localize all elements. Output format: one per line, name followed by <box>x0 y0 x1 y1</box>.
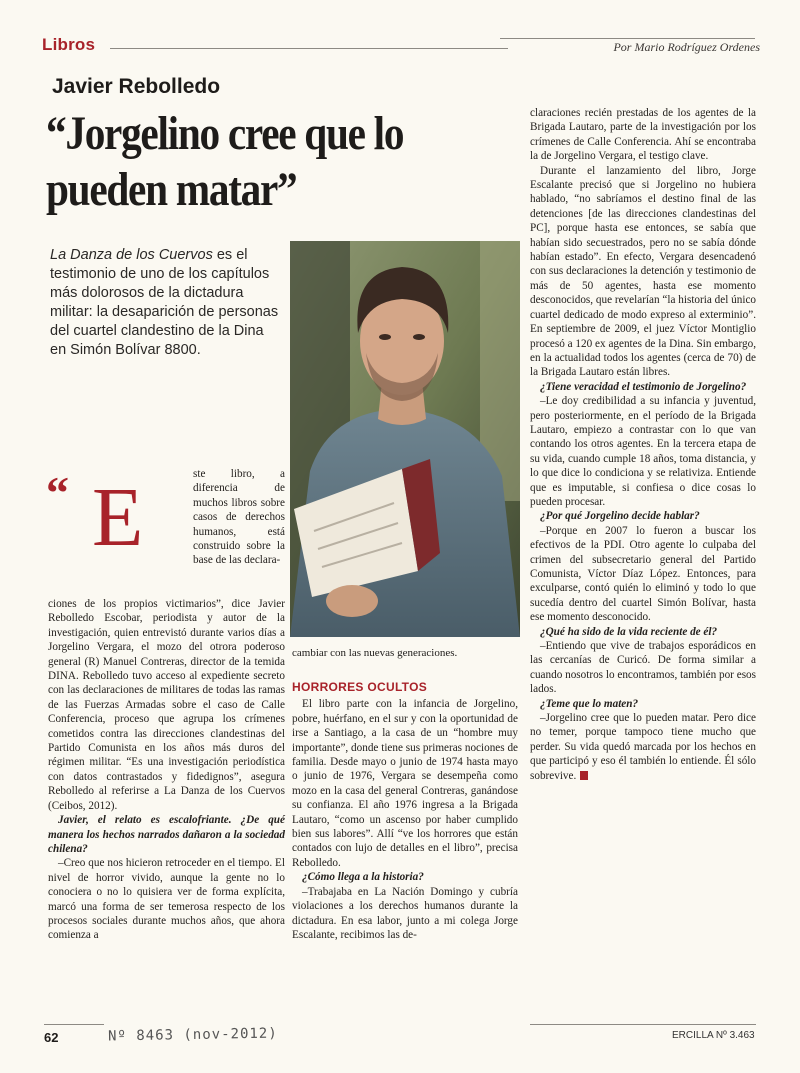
interview-question: ¿Por qué Jorgelino decide hablar? <box>540 510 700 523</box>
author-photo <box>290 241 520 637</box>
body-paragraph: El libro parte con la infancia de Jorgelino, pobre, huérfano, en el sur y con la oportunidad de irse a Santiago, a la casa de un “hombre muy importante”, donde tiene sus primeras nociones de familia. Desde mayo o junio de 1974 hasta mayo o junio de 1976, Vergara se desempeña como mozo en la casa del general Contreras, ganándose su confianza. El año 1976 ingresa a la Brigada Lautaro, “como un ascenso por haber cumplido bien sus labores”. Allí “ve los horrores que están contados con lujo de detalles en el libro”, precisa Rebolledo. <box>292 698 518 869</box>
deck-book-title: La Danza de los Cuervos <box>50 247 213 263</box>
body-paragraph: Durante el lanzamiento del libro, Jorge Escalante precisó que si Jorgelino no hubiera hablado, “no sabríamos el destino final de las detenciones [de las direcciones clandestinas del PC], porque hasta ese entonces, se sabía que habían sido secuestrados, pero no se sabía dónde habían estado”. En efecto, Vergara desencadenó con sus declaraciones la detención y testimonio de más de 50 agentes, hasta ese momento desconocidos, que revelarían “la historia del único cuartel dedicado de modo expreso al exterminio”. En septiembre de 2009, el juez Víctor Montiglio procesó a 120 ex agentes de la Dina. Sin embargo, en la actualidad todos los agentes (cerca de 70) de la Brigada Lautaro están libres. <box>530 164 756 379</box>
drop-quote-mark: “ <box>46 467 69 518</box>
section-subhead: HORRORES OCULTOS <box>292 680 428 694</box>
deck-text: es el testimonio de uno de los capítulos más dolorosos de la dictadura militar: la desaparición de personas del cuartel clandestino de la Dina en Simón Bolívar 8800. <box>50 247 279 358</box>
section-label: Libros <box>42 35 96 54</box>
footer-rule <box>530 1024 756 1025</box>
interview-answer: –Creo que nos hicieron retroceder en el tiempo. El nivel de horror vivido, aunque la gente no lo conociera o no lo quisiera ver de forma explícita, marcó una forma de ser temerosa respecto de los procesos sociales durante muchos años, que ahora comienza a <box>48 857 285 942</box>
lead-paragraph-start <box>193 467 285 568</box>
interview-answer: –Entiendo que vive de trabajos esporádicos en las cercanías de Curicó. De forma similar a cuando nosotros lo encontramos, también por esos lados. <box>530 640 756 696</box>
interview-answer: –Le doy credibilidad a su infancia y juventud, pero posteriormente, en el período de la Brigada Lautaro, empiezo a contrastar con lo que van contando los otros agentes. En la tercera etapa de su vida, cuando cumple 18 años, toma distancia, y lo que dice lo condiciona y se relativiza. Entiende que es imputable, si confiesa o dice cosas lo pueden procesar. <box>530 395 756 508</box>
headline: “Jorgelino cree que lo pueden matar” <box>46 107 404 216</box>
issue-label: ERCILLA Nº 3.463 <box>672 1030 755 1041</box>
footer-rule <box>44 1024 104 1025</box>
lead-continued: ciones de los propios victimarios”, dice Javier Rebolledo Escobar, periodista y autor de la investigación, quien entrevistó durante varios días a Jorgelino Vergara, el mozo del otrora poderoso general (R) Manuel Contreras, director de la temida DINA. Rebolledo tuvo acceso al expediente secreto con las declaraciones de militares de todas las ramas de las Fuerzas Armadas sobre el caso de Calle Conferencia, proceso que agrupa los crímenes cometidos contra las direcciones clandestinas del Partido Comunista en los años más duros del régimen militar. “Es una investigación periodística con datos contrastados y fidedignos”, asegura Rebolledo al referirse a La Danza de los Cuervos (Ceibos, 2012). <box>48 598 285 812</box>
article-deck <box>50 246 280 360</box>
final-answer-text: –Jorgelino cree que lo pueden matar. Pero dice no temer, porque tampoco tiene mucho que perder. Su vida quedó marcada por los hechos en que participó y eso él también lo entiende. Él sólo sobrevive. <box>530 712 756 782</box>
article-column-middle <box>292 680 518 942</box>
interview-answer-final <box>530 711 756 783</box>
header-rule <box>500 38 755 39</box>
page-number: 62 <box>44 1030 59 1045</box>
interview-question: ¿Qué ha sido de la vida reciente de él? <box>540 625 718 638</box>
article-column-right <box>530 106 756 783</box>
header-rule <box>110 48 508 49</box>
handwritten-note: Nº 8463 (nov-2012) <box>107 1025 278 1045</box>
interview-question: ¿Tiene veracidad el testimonio de Jorgelino? <box>540 380 747 393</box>
interview-question: Javier, el relato es escalofriante. ¿De qué manera los hechos narrados dañaron a la sociedad chilena? <box>48 814 285 855</box>
byline: Por Mario Rodríguez Ordenes <box>613 40 760 54</box>
interview-answer: –Trabajaba en La Nación Domingo y cubría violaciones a los derechos humanos durante la dictadura. En esa labor, junto a mi colega Jorge Escalante, recibimos las de- <box>292 885 518 941</box>
end-mark-icon <box>580 771 588 780</box>
drop-cap: E <box>92 471 144 564</box>
lead-text: ste libro, a diferencia de muchos libros sobre casos de derechos humanos, está construido sobre la base de las declara- <box>193 468 285 567</box>
interview-answer: –Porque en 2007 lo fueron a buscar los efectivos de la PDI. Otro agente lo culpaba del crimen del subsecretario general del Partido Comunista, Víctor Díaz López. Entonces, para exculparse, contó quién lo eliminó y todo lo que sucedía dentro del cuartel Simón Bolívar, hasta ese momento desconocido. <box>530 524 756 624</box>
article-column-left <box>48 597 285 943</box>
interview-question: ¿Cómo llega a la historia? <box>302 871 424 884</box>
article-kicker: Javier Rebolledo <box>52 75 221 98</box>
body-paragraph: claraciones recién prestadas de los agentes de la Brigada Lautaro, parte de la investigación por los crímenes de Calle Conferencia. Ahí se encontraba la de Jorgelino Vergara, el testigo clave. <box>530 107 756 163</box>
photo-caption: cambiar con las nuevas generaciones. <box>292 647 458 659</box>
interview-question: ¿Teme que lo maten? <box>540 697 639 710</box>
